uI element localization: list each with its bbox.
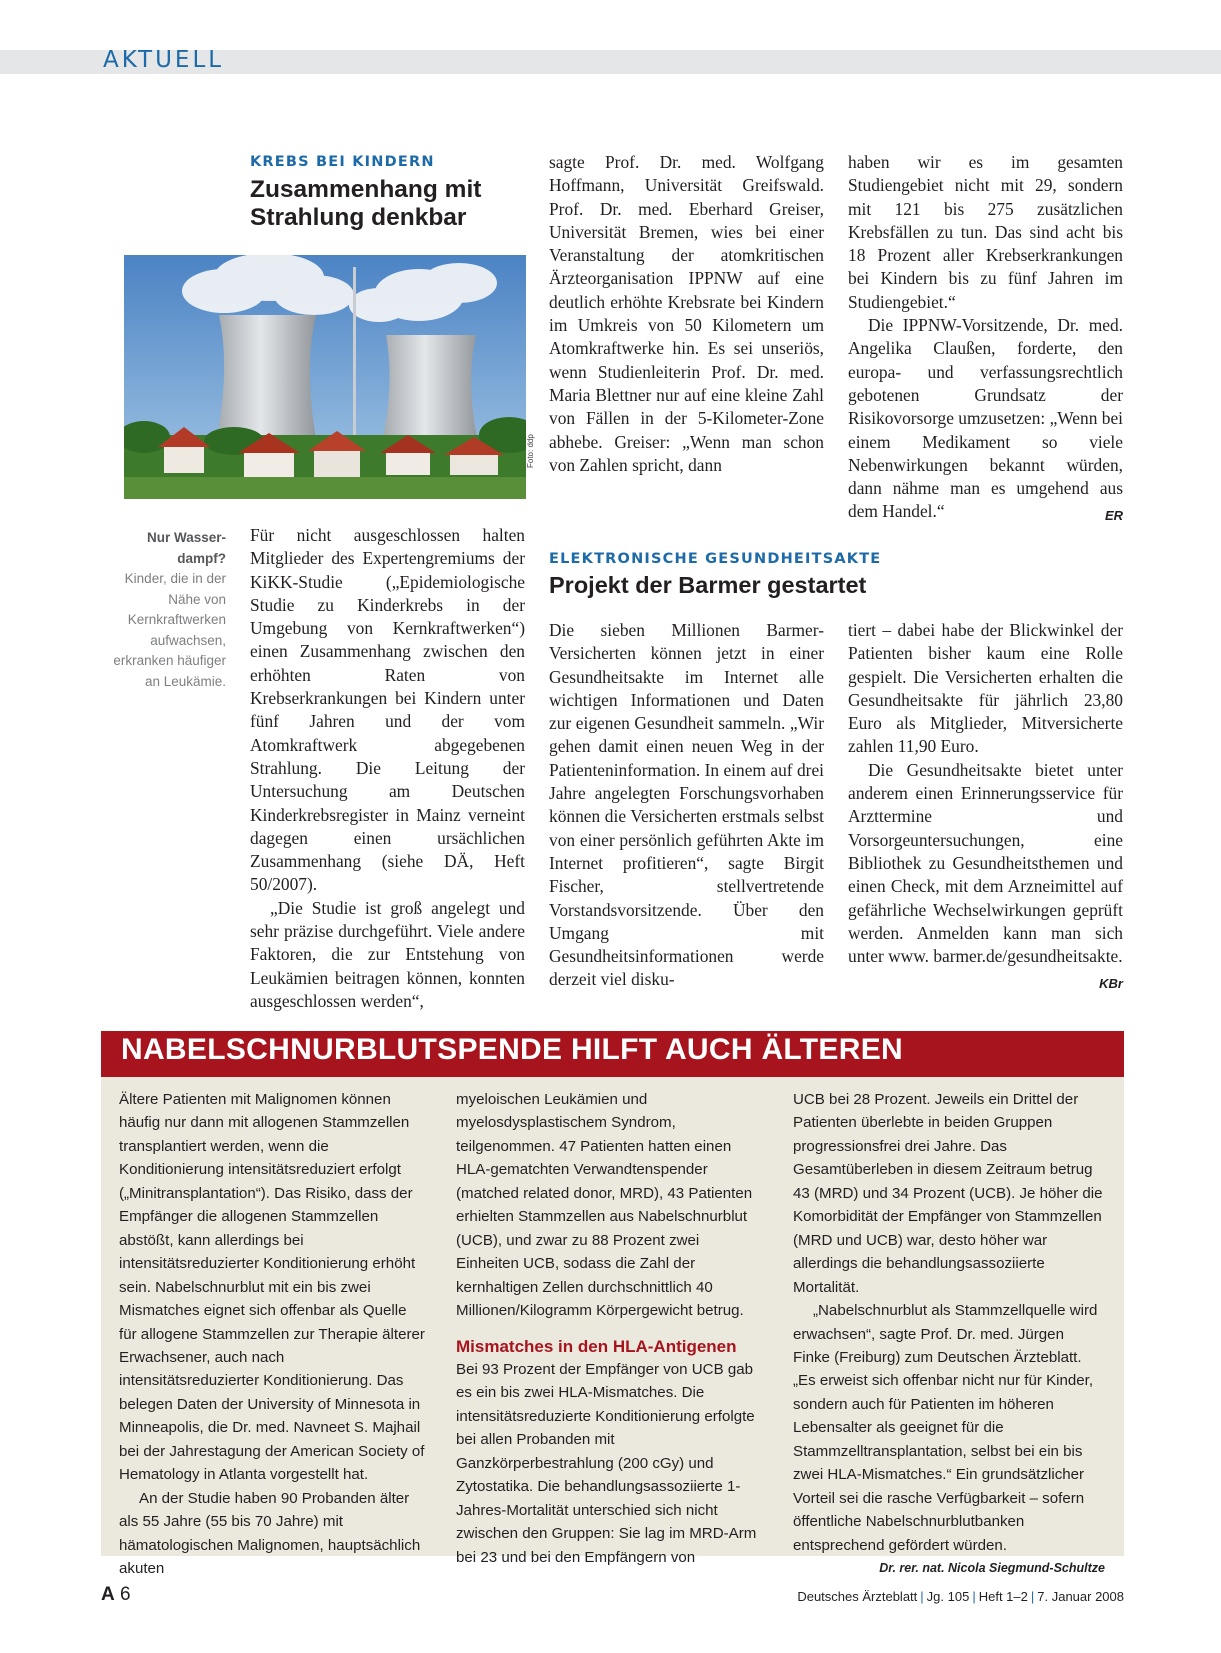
caption-text: Kinder, die in der Nähe von Kernkraftwerken aufwachsen, erkranken häufiger an Leukämie. [113,571,226,689]
article2-title: Projekt der Barmer gestartet [549,572,867,598]
article1-column-2 [549,151,824,477]
info-box-title: NABELSCHNURBLUTSPENDE HILFT AUCH ÄLTEREN [121,1033,903,1066]
photo-caption [110,528,226,692]
box-column-3 [793,1088,1105,1581]
box-subheading: Mismatches in den HLA-Antigenen [456,1336,737,1356]
paragraph: sagte Prof. Dr. med. Wolfgang Hoffmann, Universität Greifswald. Prof. Dr. med. Eberhard Greiser, Universität Bremen, wies bei einer Veranstaltung der atomkritischen Ärzteorganisation IPPNW auf eine deutlich erhöhte Krebsrate bei Kindern im Umkreis von 50 Kilometern um Atomkraftwerke hin. Es sei unseriös, wenn Studienleiterin Prof. Dr. med. Maria Blettner nur auf eine kleine Zahl von Fällen in der 5-Kilometer-Zone abhebe. Greiser: „Wenn man schon von Zahlen spricht, dann [549,152,824,475]
paragraph: Für nicht ausgeschlossen halten Mitglieder des Expertengremiums der KiKK-Studie („Epidemiologische Studie zu Kinderkrebs in der Umgebung von Kernkraftwerken“) einen Zusammenhang zwischen den erhöhten Raten von Krebserkrankungen bei Kindern unter fünf Jahren und der vom Atomkraftwerk abgegebenen Strahlung. Die Leitung der Untersuchung am Deutschen Kinderkrebsregister in Mainz verneint dagegen einen ursächlichen Zusammenhang (siehe DÄ, Heft 50/2007). [250,525,525,895]
article2-signature: KBr [1099,976,1123,992]
article2-kicker: ELEKTRONISCHE GESUNDHEITSAKTE [549,551,882,567]
article1-column-3 [848,151,1123,528]
paragraph: „Die Studie ist groß angelegt und sehr präzise durchgeführt. Viele andere Faktoren, die zur Entstehung von Leukämien beitragen können, konnten ausgeschlossen werden“, [250,897,525,1011]
box-column-2 [456,1088,762,1569]
page-number: A 6 [101,1584,131,1605]
paragraph: UCB bei 28 Prozent. Jeweils ein Drittel der Patienten überlebte in beiden Gruppen progressionsfrei drei Jahre. Das Gesamtüberleben in diesem Zeitraum betrug 43 (MRD) und 34 Prozent (UCB). Je höher die Komorbidität der Empfänger von Stammzellen (MRD und UCB) war, desto höher war allerdings die behandlungsassoziierte Mortalität. [793,1091,1103,1296]
section-label: AKTUELL [103,47,225,73]
paragraph: „Nabelschnurblut als Stammzellquelle wird erwachsen“, sagte Prof. Dr. med. Jürgen Finke (Freiburg) zum Deutschen Ärzteblatt. „Es erweist sich offenbar nicht nur für Kinder, sondern auch für Patienten im höheren Lebensalter als geeignet für die Stammzelltransplantation, selbst bei ein bis zwei HLA-Mismatches.“ Ein grundsätzlicher Vorteil sei die rasche Verfügbarkeit – sofern öffentliche Nabelschnurblutbanken entsprechend gefördert würden. [793,1302,1098,1554]
article1-signature: ER [1104,508,1123,524]
paragraph: Ältere Patienten mit Malignomen können häufig nur dann mit allogenen Stammzellen transplantiert werden, wenn die Konditionierung intensitätsreduziert erfolgt („Minitransplantation“). Das Risiko, dass der Empfänger die allogenen Stammzellen abstößt, kann allerdings bei intensitätsreduzierter Konditionierung erhöht sein. Nabelschnurblut mit ein bis zwei Mismatches eignet sich offenbar als Quelle für allogene Stammzellen zur Therapie älterer Erwachsener, auch nach intensitätsreduzierter Konditionierung. Das belegen Daten der University of Minnesota in Minneapolis, die Dr. med. Navneet S. Majhail bei der Jahrestagung der American Society of Hematology in Atlanta vorgestellt hat. [119,1091,425,1484]
article1-column-1 [250,524,525,1013]
paragraph: tiert – dabei habe der Blickwinkel der Patienten bisher kaum eine Rolle gespielt. Die Versicherten erhalten die Gesundheitsakte für jährlich 23,80 Euro als Mitglieder, Mitversicherte zahlen 11,90 Euro. [848,620,1123,757]
article1-title: Zusammenhang mit Strahlung denkbar [250,176,482,231]
photo-credit: Foto: ddp [526,434,535,468]
paragraph: haben wir es im gesamten Studiengebiet nicht mit 29, sondern mit 121 bis 275 zusätzlichen Krebsfällen zu tun. Das sind acht bis 18 Prozent aller Krebserkrankungen bei Kindern bis zu fünf Jahren im Studiengebiet.“ [848,152,1123,312]
paragraph: Die Gesundheitsakte bietet unter anderem einen Erinnerungsservice für Arzttermine und Vorsorgeuntersuchungen, eine Bibliothek zu Gesundheitsthemen und einen Check, mit dem Arzneimittel auf gefährliche Wechselwirkungen geprüft werden. Anmelden kann man sich unter www. barmer.de/gesundheitsakte. KBr [848,759,1123,969]
paragraph: myeloischen Leukämien und myelosdysplastischem Syndrom, teilgenommen. 47 Patienten hatten einen HLA-gematchten Verwandtenspender (matched related donor, MRD), 43 Patienten erhielten Stammzellen aus Nabelschnurblut (UCB), und zwar zu 88 Prozent zwei Einheiten UCB, sodass die Zahl der kernhaltigen Zellen durchschnittlich 40 Millionen/Kilogramm Körpergewicht betrug. [456,1091,753,1320]
caption-title: Nur Wasser-dampf? [146,530,226,566]
paragraph: Die IPPNW-Vorsitzende, Dr. med. Angelika Claußen, forderte, den europa- und verfassungsrechtlich gebotenen Grundsatz der Risikovorsorge umzusetzen: „Wenn bei einem Medikament so viele Nebenwirkungen bekannt würden, dann nähme man es umgehend aus dem Handel.“ ER [848,314,1123,524]
paragraph: Die sieben Millionen Barmer-Versicherten können jetzt in einer Gesundheitsakte im Internet alle wichtigen Informationen und Daten zur eigenen Gesundheit sammeln. „Wir gehen damit einen neuen Weg in der Patienteninformation. In einem auf drei Jahre angelegten Forschungsvorhaben können die Versicherten erstmals selbst von einer persönlich geführten Akte im Internet profitieren“, sagte Birgit Fischer, stellvertretende Vorstandsvorsitzende. Über den Umgang mit Gesundheitsinformationen werde derzeit viel disku- [549,620,824,990]
box-author: Dr. rer. nat. Nicola Siegmund-Schultze [879,1561,1105,1576]
article2-column-2 [848,619,1123,996]
box-column-1 [119,1088,425,1581]
paragraph: An der Studie haben 90 Probanden älter als 55 Jahre (55 bis 70 Jahre) mit hämatologischen Malignomen, hauptsächlich akuten [119,1489,421,1578]
paragraph: Bei 93 Prozent der Empfänger von UCB gab es ein bis zwei HLA-Mismatches. Die intensitätsreduzierte Konditionierung erfolgte bei allen Probanden mit Ganzkörperbestrahlung (200 cGy) und Zytostatika. Die behandlungsassoziierte 1-Jahres-Mortalität unterschied sich nicht zwischen den Gruppen: Sie lag im MRD-Arm bei 23 und bei den Empfängern von [456,1360,757,1566]
article1-kicker: KREBS BEI KINDERN [250,154,435,170]
nuclear-plant-photo [124,255,526,499]
article2-column-1 [549,619,824,992]
footer-citation: Deutsches Ärzteblatt | Jg. 105 | Heft 1–2 | 7. Januar 2008 [797,1589,1124,1604]
